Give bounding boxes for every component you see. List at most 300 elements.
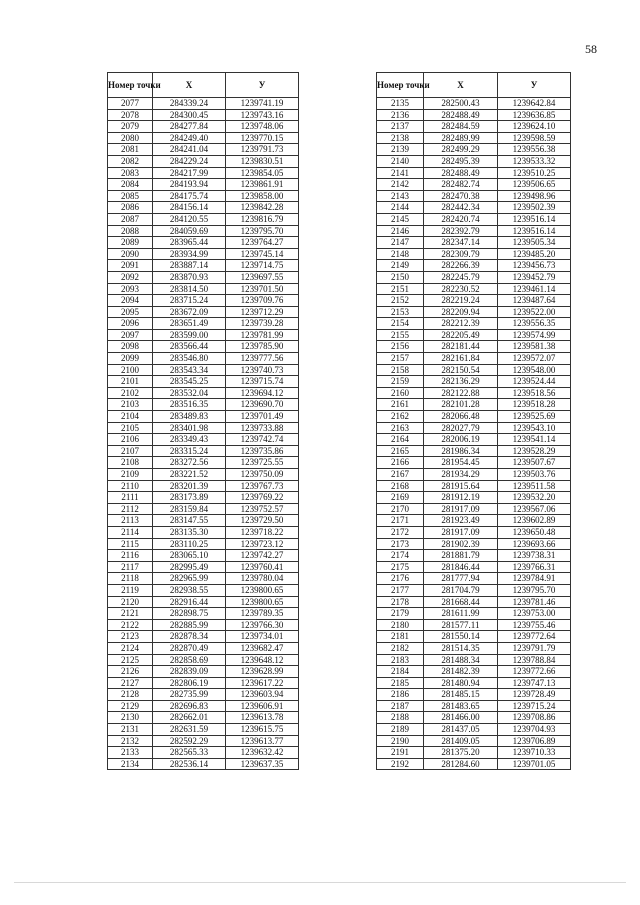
point-number-cell: 2160 (377, 387, 424, 399)
x-coordinate-cell: 282006.19 (424, 434, 498, 446)
point-number-cell: 2099 (108, 353, 153, 365)
x-coordinate-cell: 282150.54 (424, 364, 498, 376)
point-number-cell: 2179 (377, 608, 424, 620)
y-coordinate-cell: 1239624.10 (498, 121, 571, 133)
x-coordinate-cell: 283147.55 (153, 515, 226, 527)
page-bottom-rule (14, 882, 626, 883)
x-coordinate-cell: 284300.45 (153, 109, 226, 121)
y-coordinate-cell: 1239708.86 (498, 712, 571, 724)
x-coordinate-cell: 283489.83 (153, 411, 226, 423)
y-coordinate-cell: 1239543.10 (498, 422, 571, 434)
x-coordinate-cell: 281915.64 (424, 480, 498, 492)
point-number-cell: 2168 (377, 480, 424, 492)
table-row (377, 642, 571, 654)
point-number-cell: 2080 (108, 132, 153, 144)
x-coordinate-cell: 282870.49 (153, 642, 226, 654)
x-coordinate-cell: 283934.99 (153, 248, 226, 260)
x-coordinate-cell: 281514.35 (424, 642, 498, 654)
table-row (108, 306, 299, 318)
x-coordinate-cell: 282916.44 (153, 596, 226, 608)
x-coordinate-cell: 283173.89 (153, 492, 226, 504)
table-row (108, 596, 299, 608)
table-row (108, 190, 299, 202)
y-coordinate-cell: 1239742.27 (226, 550, 299, 562)
x-coordinate-cell: 283516.35 (153, 399, 226, 411)
point-number-cell: 2172 (377, 526, 424, 538)
table-row (377, 109, 571, 121)
point-number-cell: 2091 (108, 260, 153, 272)
table-row (377, 179, 571, 191)
table-row (108, 132, 299, 144)
point-number-cell: 2092 (108, 271, 153, 283)
point-number-cell: 2135 (377, 98, 424, 110)
x-coordinate-cell: 282245.79 (424, 271, 498, 283)
y-coordinate-cell: 1239701.49 (226, 411, 299, 423)
x-coordinate-cell: 282230.52 (424, 283, 498, 295)
table-row (377, 515, 571, 527)
table-row (108, 573, 299, 585)
point-number-cell: 2109 (108, 469, 153, 481)
table-row (108, 167, 299, 179)
x-coordinate-cell: 283887.14 (153, 260, 226, 272)
point-number-cell: 2113 (108, 515, 153, 527)
page-number: 58 (585, 42, 597, 56)
point-number-cell: 2134 (108, 758, 153, 770)
table-row (108, 457, 299, 469)
y-coordinate-cell: 1239522.00 (498, 306, 571, 318)
y-coordinate-cell: 1239701.05 (498, 758, 571, 770)
table-row (108, 121, 299, 133)
x-coordinate-cell: 282392.79 (424, 225, 498, 237)
point-number-cell: 2084 (108, 179, 153, 191)
table-row (108, 318, 299, 330)
x-coordinate-cell: 282470.38 (424, 190, 498, 202)
table-row (377, 271, 571, 283)
table-row (108, 179, 299, 191)
table-row (108, 225, 299, 237)
y-coordinate-cell: 1239572.07 (498, 353, 571, 365)
table-row (377, 155, 571, 167)
y-coordinate-cell: 1239525.69 (498, 411, 571, 423)
point-number-cell: 2100 (108, 364, 153, 376)
y-coordinate-cell: 1239715.24 (498, 700, 571, 712)
x-coordinate-cell: 281466.00 (424, 712, 498, 724)
x-coordinate-cell: 281488.34 (424, 654, 498, 666)
table-row (377, 619, 571, 631)
y-coordinate-cell: 1239800.65 (226, 584, 299, 596)
y-coordinate-cell: 1239753.00 (498, 608, 571, 620)
table-row (108, 202, 299, 214)
x-coordinate-cell: 281986.34 (424, 445, 498, 457)
x-coordinate-cell: 282209.94 (424, 306, 498, 318)
y-coordinate-cell: 1239603.94 (226, 689, 299, 701)
point-number-cell: 2147 (377, 237, 424, 249)
x-coordinate-cell: 283221.52 (153, 469, 226, 481)
point-number-cell: 2130 (108, 712, 153, 724)
point-number-cell: 2132 (108, 735, 153, 747)
table-row (377, 364, 571, 376)
table-row (377, 376, 571, 388)
point-number-cell: 2191 (377, 747, 424, 759)
y-coordinate-cell: 1239518.28 (498, 399, 571, 411)
table-row (377, 248, 571, 260)
table-row (108, 434, 299, 446)
point-number-cell: 2077 (108, 98, 153, 110)
table-row (377, 666, 571, 678)
table-row (377, 596, 571, 608)
point-number-cell: 2103 (108, 399, 153, 411)
table-row (377, 387, 571, 399)
x-coordinate-cell: 281611.99 (424, 608, 498, 620)
point-number-cell: 2155 (377, 329, 424, 341)
x-coordinate-cell: 281934.29 (424, 469, 498, 481)
y-coordinate-cell: 1239706.89 (498, 735, 571, 747)
table-row (108, 295, 299, 307)
x-coordinate-cell: 282500.43 (424, 98, 498, 110)
table-row (108, 248, 299, 260)
table-row (377, 689, 571, 701)
table-row (108, 712, 299, 724)
y-coordinate-cell: 1239714.75 (226, 260, 299, 272)
y-coordinate-cell: 1239697.55 (226, 271, 299, 283)
y-coordinate-cell: 1239704.93 (498, 724, 571, 736)
point-number-cell: 2146 (377, 225, 424, 237)
y-coordinate-cell: 1239742.74 (226, 434, 299, 446)
x-coordinate-cell: 281881.79 (424, 550, 498, 562)
table-row (377, 341, 571, 353)
x-coordinate-cell: 281917.09 (424, 503, 498, 515)
table-row (377, 167, 571, 179)
point-number-cell: 2187 (377, 700, 424, 712)
y-coordinate-cell: 1239636.85 (498, 109, 571, 121)
y-coordinate-cell: 1239528.29 (498, 445, 571, 457)
point-number-cell: 2190 (377, 735, 424, 747)
x-coordinate-cell: 283532.04 (153, 387, 226, 399)
y-coordinate-cell: 1239710.33 (498, 747, 571, 759)
point-number-cell: 2118 (108, 573, 153, 585)
point-number-cell: 2082 (108, 155, 153, 167)
y-coordinate-cell: 1239791.79 (498, 642, 571, 654)
y-coordinate-cell: 1239723.12 (226, 538, 299, 550)
y-coordinate-cell: 1239615.75 (226, 724, 299, 736)
point-number-cell: 2083 (108, 167, 153, 179)
point-number-cell: 2124 (108, 642, 153, 654)
table-row (108, 213, 299, 225)
y-coordinate-cell: 1239752.57 (226, 503, 299, 515)
table-row (377, 237, 571, 249)
x-coordinate-cell: 283672.09 (153, 306, 226, 318)
point-number-cell: 2105 (108, 422, 153, 434)
y-coordinate-cell: 1239788.84 (498, 654, 571, 666)
x-coordinate-cell: 283566.44 (153, 341, 226, 353)
x-coordinate-cell: 282122.88 (424, 387, 498, 399)
table-row (108, 526, 299, 538)
point-number-cell: 2138 (377, 132, 424, 144)
point-number-cell: 2078 (108, 109, 153, 121)
point-number-cell: 2111 (108, 492, 153, 504)
header-y: У (498, 73, 571, 98)
table-row (108, 98, 299, 110)
point-number-cell: 2165 (377, 445, 424, 457)
x-coordinate-cell: 282495.39 (424, 155, 498, 167)
y-coordinate-cell: 1239498.96 (498, 190, 571, 202)
point-number-cell: 2108 (108, 457, 153, 469)
point-number-cell: 2175 (377, 561, 424, 573)
table-row (377, 631, 571, 643)
y-coordinate-cell: 1239505.34 (498, 237, 571, 249)
y-coordinate-cell: 1239750.09 (226, 469, 299, 481)
table-row (377, 260, 571, 272)
y-coordinate-cell: 1239613.78 (226, 712, 299, 724)
table-row (377, 434, 571, 446)
y-coordinate-cell: 1239617.22 (226, 677, 299, 689)
y-coordinate-cell: 1239613.77 (226, 735, 299, 747)
table-row (377, 457, 571, 469)
y-coordinate-cell: 1239861.91 (226, 179, 299, 191)
point-number-cell: 2116 (108, 550, 153, 562)
y-coordinate-cell: 1239567.06 (498, 503, 571, 515)
point-number-cell: 2182 (377, 642, 424, 654)
x-coordinate-cell: 281375.20 (424, 747, 498, 759)
y-coordinate-cell: 1239789.35 (226, 608, 299, 620)
table-row (108, 144, 299, 156)
point-number-cell: 2162 (377, 411, 424, 423)
point-number-cell: 2192 (377, 758, 424, 770)
x-coordinate-cell: 281284.60 (424, 758, 498, 770)
table-row (377, 132, 571, 144)
y-coordinate-cell: 1239735.86 (226, 445, 299, 457)
y-coordinate-cell: 1239693.66 (498, 538, 571, 550)
x-coordinate-cell: 283159.84 (153, 503, 226, 515)
x-coordinate-cell: 281902.39 (424, 538, 498, 550)
table-row (108, 364, 299, 376)
y-coordinate-cell: 1239511.58 (498, 480, 571, 492)
header-x: X (153, 73, 226, 98)
point-number-cell: 2145 (377, 213, 424, 225)
y-coordinate-cell: 1239485.20 (498, 248, 571, 260)
x-coordinate-cell: 283201.39 (153, 480, 226, 492)
y-coordinate-cell: 1239715.74 (226, 376, 299, 388)
point-number-cell: 2123 (108, 631, 153, 643)
point-number-cell: 2120 (108, 596, 153, 608)
x-coordinate-cell: 281409.05 (424, 735, 498, 747)
table-row (377, 202, 571, 214)
x-coordinate-cell: 282662.01 (153, 712, 226, 724)
x-coordinate-cell: 281482.39 (424, 666, 498, 678)
table-row (108, 538, 299, 550)
x-coordinate-cell: 282489.99 (424, 132, 498, 144)
point-number-cell: 2140 (377, 155, 424, 167)
y-coordinate-cell: 1239766.31 (498, 561, 571, 573)
table-row (108, 283, 299, 295)
y-coordinate-cell: 1239769.22 (226, 492, 299, 504)
point-number-cell: 2184 (377, 666, 424, 678)
x-coordinate-cell: 284156.14 (153, 202, 226, 214)
y-coordinate-cell: 1239556.38 (498, 144, 571, 156)
point-number-cell: 2121 (108, 608, 153, 620)
y-coordinate-cell: 1239532.20 (498, 492, 571, 504)
x-coordinate-cell: 281483.65 (424, 700, 498, 712)
table-row (377, 283, 571, 295)
y-coordinate-cell: 1239642.84 (498, 98, 571, 110)
x-coordinate-cell: 282161.84 (424, 353, 498, 365)
x-coordinate-cell: 283545.25 (153, 376, 226, 388)
x-coordinate-cell: 283272.56 (153, 457, 226, 469)
table-row (377, 712, 571, 724)
point-number-cell: 2119 (108, 584, 153, 596)
coordinates-table-left (107, 72, 299, 770)
point-number-cell: 2173 (377, 538, 424, 550)
y-coordinate-cell: 1239733.88 (226, 422, 299, 434)
point-number-cell: 2089 (108, 237, 153, 249)
point-number-cell: 2166 (377, 457, 424, 469)
x-coordinate-cell: 281480.94 (424, 677, 498, 689)
table-row (377, 121, 571, 133)
x-coordinate-cell: 281704.79 (424, 584, 498, 596)
x-coordinate-cell: 281550.14 (424, 631, 498, 643)
x-coordinate-cell: 283135.30 (153, 526, 226, 538)
table-row (377, 561, 571, 573)
table-row (377, 677, 571, 689)
y-coordinate-cell: 1239777.56 (226, 353, 299, 365)
y-coordinate-cell: 1239533.32 (498, 155, 571, 167)
x-coordinate-cell: 284277.84 (153, 121, 226, 133)
x-coordinate-cell: 282938.55 (153, 584, 226, 596)
x-coordinate-cell: 282536.14 (153, 758, 226, 770)
y-coordinate-cell: 1239734.01 (226, 631, 299, 643)
point-number-cell: 2090 (108, 248, 153, 260)
y-coordinate-cell: 1239745.14 (226, 248, 299, 260)
table-row (377, 492, 571, 504)
point-number-cell: 2107 (108, 445, 153, 457)
y-coordinate-cell: 1239854.05 (226, 167, 299, 179)
table-row (108, 666, 299, 678)
y-coordinate-cell: 1239581.38 (498, 341, 571, 353)
y-coordinate-cell: 1239541.14 (498, 434, 571, 446)
x-coordinate-cell: 284241.04 (153, 144, 226, 156)
y-coordinate-cell: 1239725.55 (226, 457, 299, 469)
x-coordinate-cell: 282488.49 (424, 167, 498, 179)
table-row (377, 469, 571, 481)
y-coordinate-cell: 1239739.28 (226, 318, 299, 330)
table-row (108, 561, 299, 573)
point-number-cell: 2170 (377, 503, 424, 515)
y-coordinate-cell: 1239858.00 (226, 190, 299, 202)
table-row (108, 329, 299, 341)
x-coordinate-cell: 282442.34 (424, 202, 498, 214)
y-coordinate-cell: 1239781.99 (226, 329, 299, 341)
point-number-cell: 2133 (108, 747, 153, 759)
y-coordinate-cell: 1239548.00 (498, 364, 571, 376)
x-coordinate-cell: 283065.10 (153, 550, 226, 562)
coordinates-table-right (376, 72, 571, 770)
point-number-cell: 2087 (108, 213, 153, 225)
point-number-cell: 2093 (108, 283, 153, 295)
point-number-cell: 2128 (108, 689, 153, 701)
table-row (377, 526, 571, 538)
point-number-cell: 2186 (377, 689, 424, 701)
point-number-cell: 2117 (108, 561, 153, 573)
x-coordinate-cell: 283401.98 (153, 422, 226, 434)
table-row (108, 445, 299, 457)
x-coordinate-cell: 283965.44 (153, 237, 226, 249)
point-number-cell: 2151 (377, 283, 424, 295)
table-row (108, 399, 299, 411)
table-row (108, 480, 299, 492)
table-row (108, 677, 299, 689)
y-coordinate-cell: 1239760.41 (226, 561, 299, 573)
x-coordinate-cell: 283315.24 (153, 445, 226, 457)
point-number-cell: 2189 (377, 724, 424, 736)
y-coordinate-cell: 1239502.39 (498, 202, 571, 214)
table-row (108, 341, 299, 353)
point-number-cell: 2088 (108, 225, 153, 237)
y-coordinate-cell: 1239780.04 (226, 573, 299, 585)
table-row (108, 758, 299, 770)
x-coordinate-cell: 282266.39 (424, 260, 498, 272)
point-number-cell: 2154 (377, 318, 424, 330)
point-number-cell: 2136 (377, 109, 424, 121)
x-coordinate-cell: 282136.29 (424, 376, 498, 388)
x-coordinate-cell: 281917.09 (424, 526, 498, 538)
table-row (108, 584, 299, 596)
table-row (377, 329, 571, 341)
point-number-cell: 2094 (108, 295, 153, 307)
x-coordinate-cell: 282631.59 (153, 724, 226, 736)
table-row (108, 503, 299, 515)
table-row (377, 190, 571, 202)
y-coordinate-cell: 1239741.19 (226, 98, 299, 110)
y-coordinate-cell: 1239606.91 (226, 700, 299, 712)
point-number-cell: 2150 (377, 271, 424, 283)
point-number-cell: 2126 (108, 666, 153, 678)
table-row (377, 608, 571, 620)
x-coordinate-cell: 282205.49 (424, 329, 498, 341)
y-coordinate-cell: 1239816.79 (226, 213, 299, 225)
point-number-cell: 2086 (108, 202, 153, 214)
y-coordinate-cell: 1239842.28 (226, 202, 299, 214)
table-row (108, 700, 299, 712)
y-coordinate-cell: 1239461.14 (498, 283, 571, 295)
point-number-cell: 2139 (377, 144, 424, 156)
table-row (108, 271, 299, 283)
x-coordinate-cell: 284120.55 (153, 213, 226, 225)
table-row (108, 376, 299, 388)
point-number-cell: 2097 (108, 329, 153, 341)
y-coordinate-cell: 1239781.46 (498, 596, 571, 608)
point-number-cell: 2176 (377, 573, 424, 585)
y-coordinate-cell: 1239602.89 (498, 515, 571, 527)
y-coordinate-cell: 1239690.70 (226, 399, 299, 411)
y-coordinate-cell: 1239712.29 (226, 306, 299, 318)
x-coordinate-cell: 282219.24 (424, 295, 498, 307)
y-coordinate-cell: 1239510.25 (498, 167, 571, 179)
header-x: X (424, 73, 498, 98)
point-number-cell: 2161 (377, 399, 424, 411)
table-row (108, 550, 299, 562)
table-row (377, 700, 571, 712)
table-row (108, 387, 299, 399)
table-row (108, 747, 299, 759)
table-row (377, 584, 571, 596)
x-coordinate-cell: 282885.99 (153, 619, 226, 631)
point-number-cell: 2177 (377, 584, 424, 596)
x-coordinate-cell: 283870.93 (153, 271, 226, 283)
y-coordinate-cell: 1239738.31 (498, 550, 571, 562)
table-row (377, 295, 571, 307)
x-coordinate-cell: 281777.94 (424, 573, 498, 585)
y-coordinate-cell: 1239772.66 (498, 666, 571, 678)
